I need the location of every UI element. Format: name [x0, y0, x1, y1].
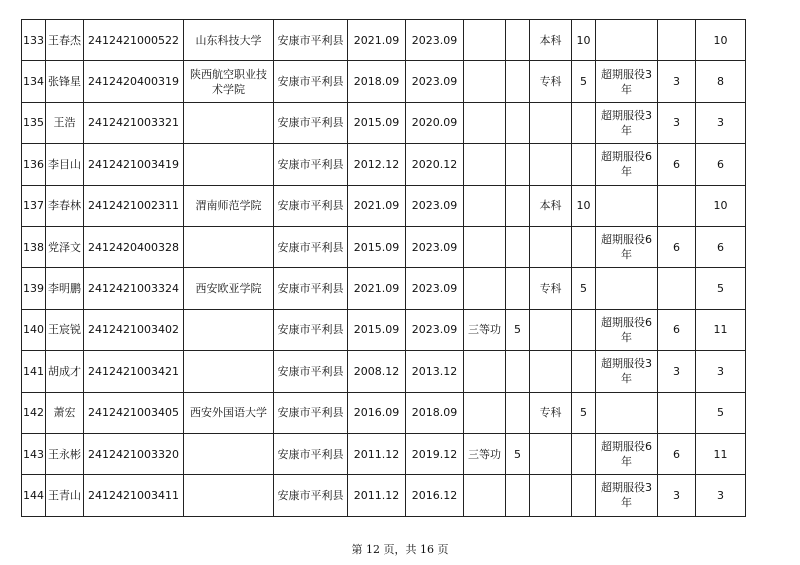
name-cell: 王宸锐 [46, 309, 84, 350]
table-row [22, 475, 746, 516]
id-cell: 2412421003321 [84, 102, 184, 143]
school-cell [184, 144, 274, 185]
name-cell: 李春林 [46, 185, 84, 226]
table-row [22, 226, 746, 267]
merit-score-cell [506, 102, 530, 143]
total-score-cell: 6 [696, 144, 746, 185]
seq-cell: 136 [22, 144, 46, 185]
total-score-cell: 3 [696, 351, 746, 392]
degree-cell [530, 475, 572, 516]
degree-score-cell [572, 309, 596, 350]
degree-cell [530, 309, 572, 350]
degree-score-cell: 10 [572, 20, 596, 61]
name-cell: 李目山 [46, 144, 84, 185]
merit-cell [464, 351, 506, 392]
total-score-cell: 5 [696, 392, 746, 433]
id-cell: 2412421003320 [84, 433, 184, 474]
seq-cell: 138 [22, 226, 46, 267]
end-date-cell: 2013.12 [406, 351, 464, 392]
overservice-cell: 超期服役6年 [596, 309, 658, 350]
end-date-cell: 2023.09 [406, 309, 464, 350]
degree-score-cell: 5 [572, 268, 596, 309]
region-cell: 安康市平利县 [274, 20, 348, 61]
school-cell [184, 309, 274, 350]
start-date-cell: 2008.12 [348, 351, 406, 392]
end-date-cell: 2016.12 [406, 475, 464, 516]
total-score-cell: 3 [696, 475, 746, 516]
total-score-cell: 3 [696, 102, 746, 143]
overservice-score-cell [658, 185, 696, 226]
seq-cell: 141 [22, 351, 46, 392]
table-row [22, 268, 746, 309]
region-cell: 安康市平利县 [274, 102, 348, 143]
overservice-score-cell [658, 392, 696, 433]
table-row [22, 433, 746, 474]
name-cell: 党泽文 [46, 226, 84, 267]
merit-cell: 三等功 [464, 433, 506, 474]
data-table [21, 19, 746, 517]
id-cell: 2412421003405 [84, 392, 184, 433]
degree-cell: 专科 [530, 61, 572, 102]
table-row [22, 351, 746, 392]
region-cell: 安康市平利县 [274, 61, 348, 102]
end-date-cell: 2019.12 [406, 433, 464, 474]
id-cell: 2412421003324 [84, 268, 184, 309]
name-cell: 张锋星 [46, 61, 84, 102]
merit-score-cell [506, 20, 530, 61]
name-cell: 王青山 [46, 475, 84, 516]
school-cell: 陕西航空职业技术学院 [184, 61, 274, 102]
id-cell: 2412420400319 [84, 61, 184, 102]
start-date-cell: 2015.09 [348, 309, 406, 350]
merit-score-cell [506, 185, 530, 226]
start-date-cell: 2011.12 [348, 475, 406, 516]
table-row [22, 185, 746, 226]
degree-cell: 专科 [530, 392, 572, 433]
overservice-cell [596, 268, 658, 309]
total-score-cell: 8 [696, 61, 746, 102]
start-date-cell: 2012.12 [348, 144, 406, 185]
overservice-cell: 超期服役6年 [596, 226, 658, 267]
end-date-cell: 2020.09 [406, 102, 464, 143]
degree-score-cell [572, 144, 596, 185]
overservice-score-cell: 3 [658, 475, 696, 516]
overservice-score-cell: 3 [658, 102, 696, 143]
degree-cell [530, 144, 572, 185]
overservice-score-cell: 6 [658, 144, 696, 185]
school-cell [184, 226, 274, 267]
id-cell: 2412421000522 [84, 20, 184, 61]
degree-score-cell [572, 433, 596, 474]
degree-cell: 本科 [530, 20, 572, 61]
merit-cell [464, 475, 506, 516]
seq-cell: 142 [22, 392, 46, 433]
overservice-cell [596, 20, 658, 61]
merit-cell [464, 144, 506, 185]
overservice-cell: 超期服役6年 [596, 144, 658, 185]
seq-cell: 144 [22, 475, 46, 516]
overservice-score-cell: 6 [658, 309, 696, 350]
overservice-score-cell [658, 268, 696, 309]
merit-cell: 三等功 [464, 309, 506, 350]
overservice-cell: 超期服役6年 [596, 433, 658, 474]
table-body [22, 20, 746, 517]
degree-score-cell: 5 [572, 392, 596, 433]
end-date-cell: 2023.09 [406, 20, 464, 61]
end-date-cell: 2020.12 [406, 144, 464, 185]
region-cell: 安康市平利县 [274, 144, 348, 185]
end-date-cell: 2023.09 [406, 185, 464, 226]
id-cell: 2412421002311 [84, 185, 184, 226]
seq-cell: 137 [22, 185, 46, 226]
seq-cell: 143 [22, 433, 46, 474]
merit-score-cell [506, 144, 530, 185]
total-score-cell: 11 [696, 309, 746, 350]
overservice-cell: 超期服役3年 [596, 61, 658, 102]
degree-cell [530, 102, 572, 143]
overservice-score-cell [658, 20, 696, 61]
degree-score-cell: 5 [572, 61, 596, 102]
start-date-cell: 2018.09 [348, 61, 406, 102]
overservice-cell: 超期服役3年 [596, 475, 658, 516]
degree-score-cell [572, 475, 596, 516]
overservice-score-cell: 3 [658, 351, 696, 392]
merit-score-cell [506, 226, 530, 267]
end-date-cell: 2023.09 [406, 268, 464, 309]
degree-cell [530, 433, 572, 474]
seq-cell: 140 [22, 309, 46, 350]
name-cell: 王浩 [46, 102, 84, 143]
merit-score-cell: 5 [506, 309, 530, 350]
region-cell: 安康市平利县 [274, 309, 348, 350]
overservice-cell: 超期服役3年 [596, 102, 658, 143]
degree-cell: 本科 [530, 185, 572, 226]
merit-cell [464, 226, 506, 267]
total-score-cell: 10 [696, 20, 746, 61]
id-cell: 2412421003419 [84, 144, 184, 185]
start-date-cell: 2021.09 [348, 268, 406, 309]
start-date-cell: 2016.09 [348, 392, 406, 433]
merit-score-cell [506, 475, 530, 516]
degree-score-cell [572, 351, 596, 392]
end-date-cell: 2023.09 [406, 61, 464, 102]
id-cell: 2412420400328 [84, 226, 184, 267]
merit-cell [464, 185, 506, 226]
name-cell: 王春杰 [46, 20, 84, 61]
school-cell: 西安欧亚学院 [184, 268, 274, 309]
total-score-cell: 6 [696, 226, 746, 267]
total-score-cell: 5 [696, 268, 746, 309]
region-cell: 安康市平利县 [274, 351, 348, 392]
region-cell: 安康市平利县 [274, 392, 348, 433]
id-cell: 2412421003421 [84, 351, 184, 392]
merit-score-cell: 5 [506, 433, 530, 474]
merit-score-cell [506, 351, 530, 392]
region-cell: 安康市平利县 [274, 433, 348, 474]
overservice-cell [596, 392, 658, 433]
name-cell: 王永彬 [46, 433, 84, 474]
merit-cell [464, 20, 506, 61]
id-cell: 2412421003402 [84, 309, 184, 350]
degree-cell: 专科 [530, 268, 572, 309]
school-cell: 渭南师范学院 [184, 185, 274, 226]
seq-cell: 133 [22, 20, 46, 61]
total-score-cell: 10 [696, 185, 746, 226]
merit-score-cell [506, 392, 530, 433]
degree-cell [530, 226, 572, 267]
degree-score-cell: 10 [572, 185, 596, 226]
table-row [22, 309, 746, 350]
name-cell: 李明鹏 [46, 268, 84, 309]
merit-cell [464, 102, 506, 143]
region-cell: 安康市平利县 [274, 185, 348, 226]
seq-cell: 139 [22, 268, 46, 309]
overservice-score-cell: 6 [658, 433, 696, 474]
end-date-cell: 2018.09 [406, 392, 464, 433]
school-cell: 西安外国语大学 [184, 392, 274, 433]
id-cell: 2412421003411 [84, 475, 184, 516]
school-cell [184, 351, 274, 392]
merit-cell [464, 61, 506, 102]
table-row [22, 61, 746, 102]
degree-score-cell [572, 102, 596, 143]
overservice-score-cell: 3 [658, 61, 696, 102]
school-cell [184, 433, 274, 474]
seq-cell: 135 [22, 102, 46, 143]
total-score-cell: 11 [696, 433, 746, 474]
merit-score-cell [506, 61, 530, 102]
start-date-cell: 2021.09 [348, 20, 406, 61]
overservice-cell: 超期服役3年 [596, 351, 658, 392]
degree-cell [530, 351, 572, 392]
school-cell [184, 475, 274, 516]
degree-score-cell [572, 226, 596, 267]
region-cell: 安康市平利县 [274, 268, 348, 309]
merit-score-cell [506, 268, 530, 309]
overservice-score-cell: 6 [658, 226, 696, 267]
start-date-cell: 2021.09 [348, 185, 406, 226]
start-date-cell: 2015.09 [348, 102, 406, 143]
name-cell: 胡成才 [46, 351, 84, 392]
region-cell: 安康市平利县 [274, 475, 348, 516]
table-row [22, 102, 746, 143]
school-cell: 山东科技大学 [184, 20, 274, 61]
merit-cell [464, 392, 506, 433]
table-row [22, 144, 746, 185]
region-cell: 安康市平利县 [274, 226, 348, 267]
start-date-cell: 2011.12 [348, 433, 406, 474]
table-row [22, 20, 746, 61]
table-row [22, 392, 746, 433]
overservice-cell [596, 185, 658, 226]
school-cell [184, 102, 274, 143]
name-cell: 萧宏 [46, 392, 84, 433]
page-footer: 第 12 页，共 16 页 [351, 543, 449, 556]
seq-cell: 134 [22, 61, 46, 102]
start-date-cell: 2015.09 [348, 226, 406, 267]
end-date-cell: 2023.09 [406, 226, 464, 267]
merit-cell [464, 268, 506, 309]
